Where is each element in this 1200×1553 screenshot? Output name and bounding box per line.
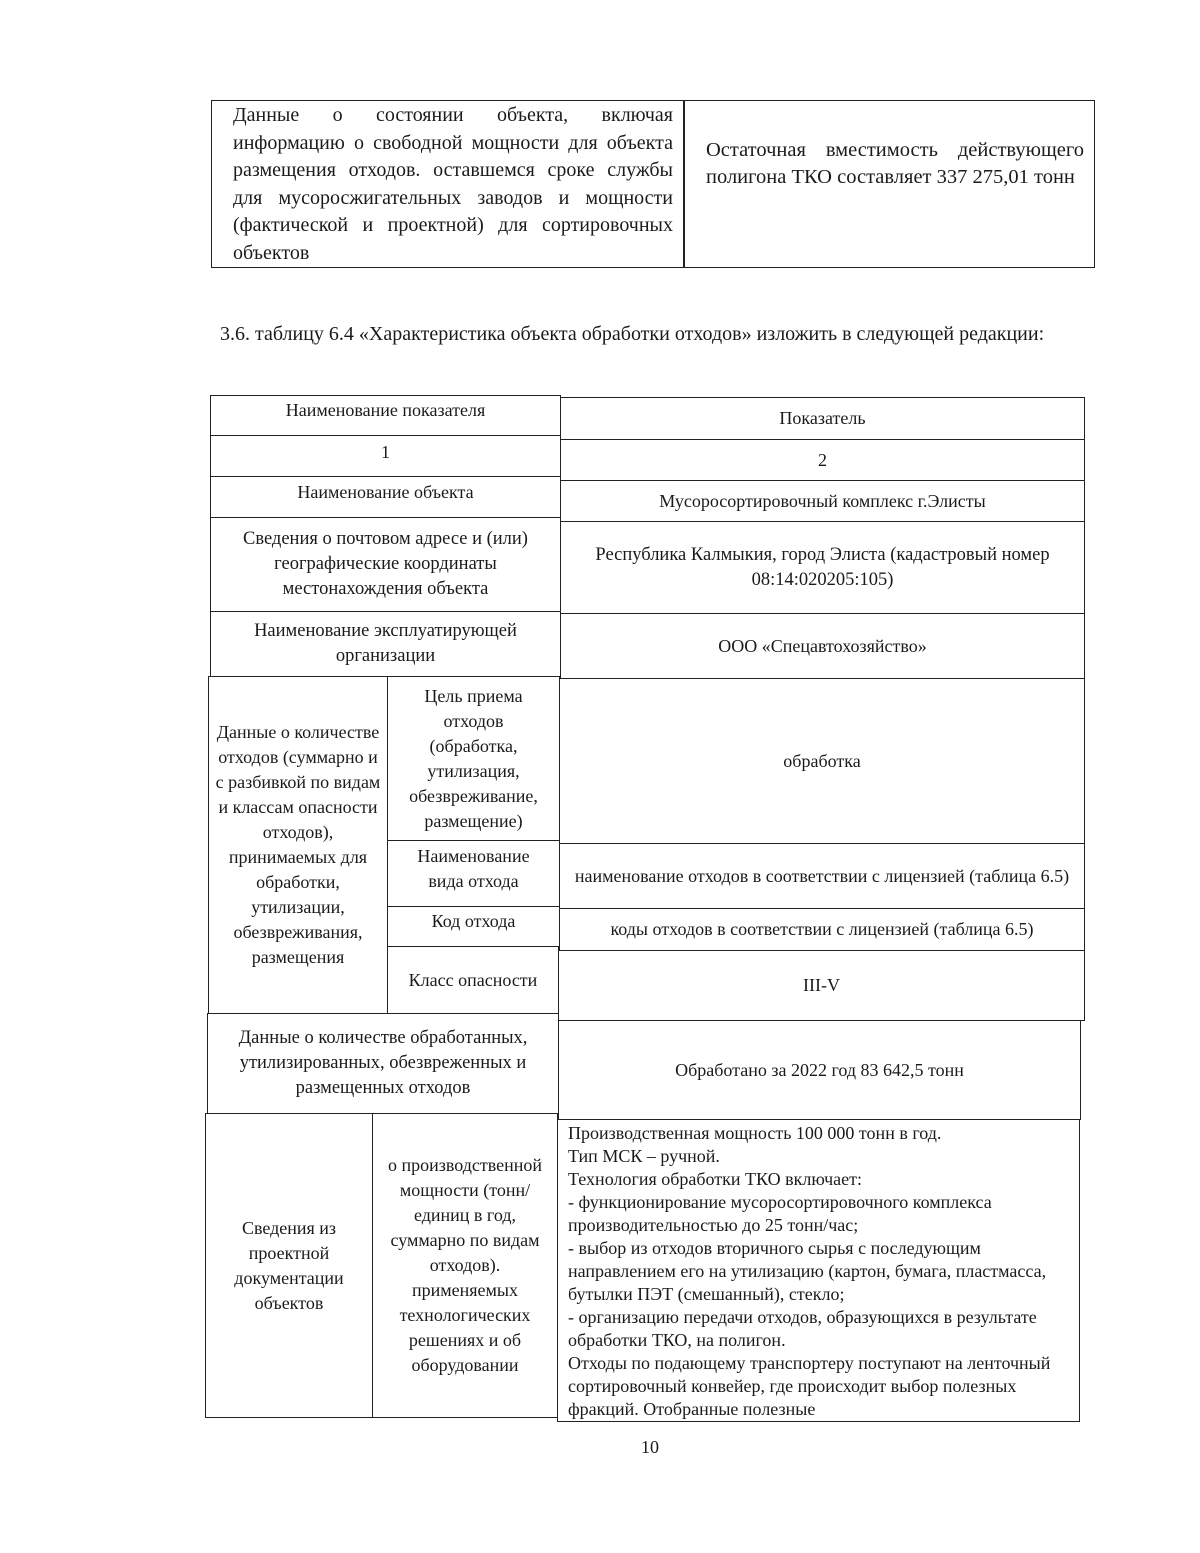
page-number: 10 [641, 1437, 659, 1457]
project-docs-sublabel: о производственной мощности (тонн/единиц в год, суммарно по видам отходов). применяемых технологических решениях и об оборудовании [372, 1113, 558, 1418]
waste-code-value: коды отходов в соответствии с лицензией (таблица 6.5) [559, 908, 1085, 951]
amendment-paragraph: 3.6. таблицу 6.4 «Характеристика объекта обработки отходов» изложить в следующей редакции: [220, 323, 1045, 345]
operator-label: Наименование эксплуатирующей организации [210, 611, 561, 677]
hazard-class-label: Класс опасности [387, 946, 559, 1014]
waste-code-label: Код отхода [387, 906, 560, 947]
waste-purpose-label: Цель приема отходов (обработка, утилизация, обезвреживание, размещение) [387, 676, 560, 841]
project-docs-value: Производственная мощность 100 000 тонн в год. Тип МСК – ручной. Технология обработки ТКО включает: - функционирование мусоросортировочного комплекса производительностью до 25 тонн/час; - выбор из отходов вторичного сырья с последующим направлением его на утилизацию (картон, бумага, пластмасса, бутылки ПЭТ (смешанный), стекло; - организацию передачи отходов, образующихся в результате обработки ТКО, на полигон. Отходы по подающему транспортеру поступают на ленточный сортировочный конвейер, где происходит выбор полезных фракций. Отобранные полезные [557, 1119, 1080, 1422]
header-col2: Показатель [560, 397, 1085, 440]
top-table-right-cell: Остаточная вместимость действующего полигона ТКО составляет 337 275,01 тонн [706, 139, 1084, 188]
number-col2: 2 [560, 439, 1085, 481]
top-table-left-cell: Данные о состоянии объекта, включая информацию о свободной мощности для объекта размещения отходов. оставшемся сроке службы для мусоросжигательных заводов и мощности (фактической и проектной) для сортировочных объектов [233, 104, 673, 264]
header-col1: Наименование показателя [210, 395, 561, 436]
waste-data-label: Данные о количестве отходов (суммарно и с разбивкой по видам и классам опасности отходов), принимаемых для обработки, утилизации, обезвреживания, размещения [208, 676, 388, 1014]
operator-value: ООО «Спецавтохозяйство» [560, 613, 1085, 679]
waste-type-value: наименование отходов в соответствии с лицензией (таблица 6.5) [559, 843, 1085, 909]
number-col1: 1 [210, 435, 561, 477]
waste-purpose-value: обработка [559, 678, 1085, 844]
project-docs-label: Сведения из проектной документации объектов [205, 1113, 373, 1418]
address-value: Республика Калмыкия, город Элиста (кадастровый номер 08:14:020205:105) [560, 521, 1085, 614]
object-name-value: Мусоросортировочный комплекс г.Элисты [560, 480, 1085, 522]
processed-value: Обработано за 2022 год 83 642,5 тонн [558, 1020, 1081, 1120]
hazard-class-value: III-V [558, 950, 1085, 1021]
object-name-label: Наименование объекта [210, 476, 561, 518]
waste-type-label: Наименование вида отхода [387, 840, 560, 907]
address-label: Сведения о почтовом адресе и (или) географические координаты местонахождения объекта [210, 517, 561, 612]
processed-label: Данные о количестве обработанных, утилизированных, обезвреженных и размещенных отходов [207, 1013, 559, 1114]
